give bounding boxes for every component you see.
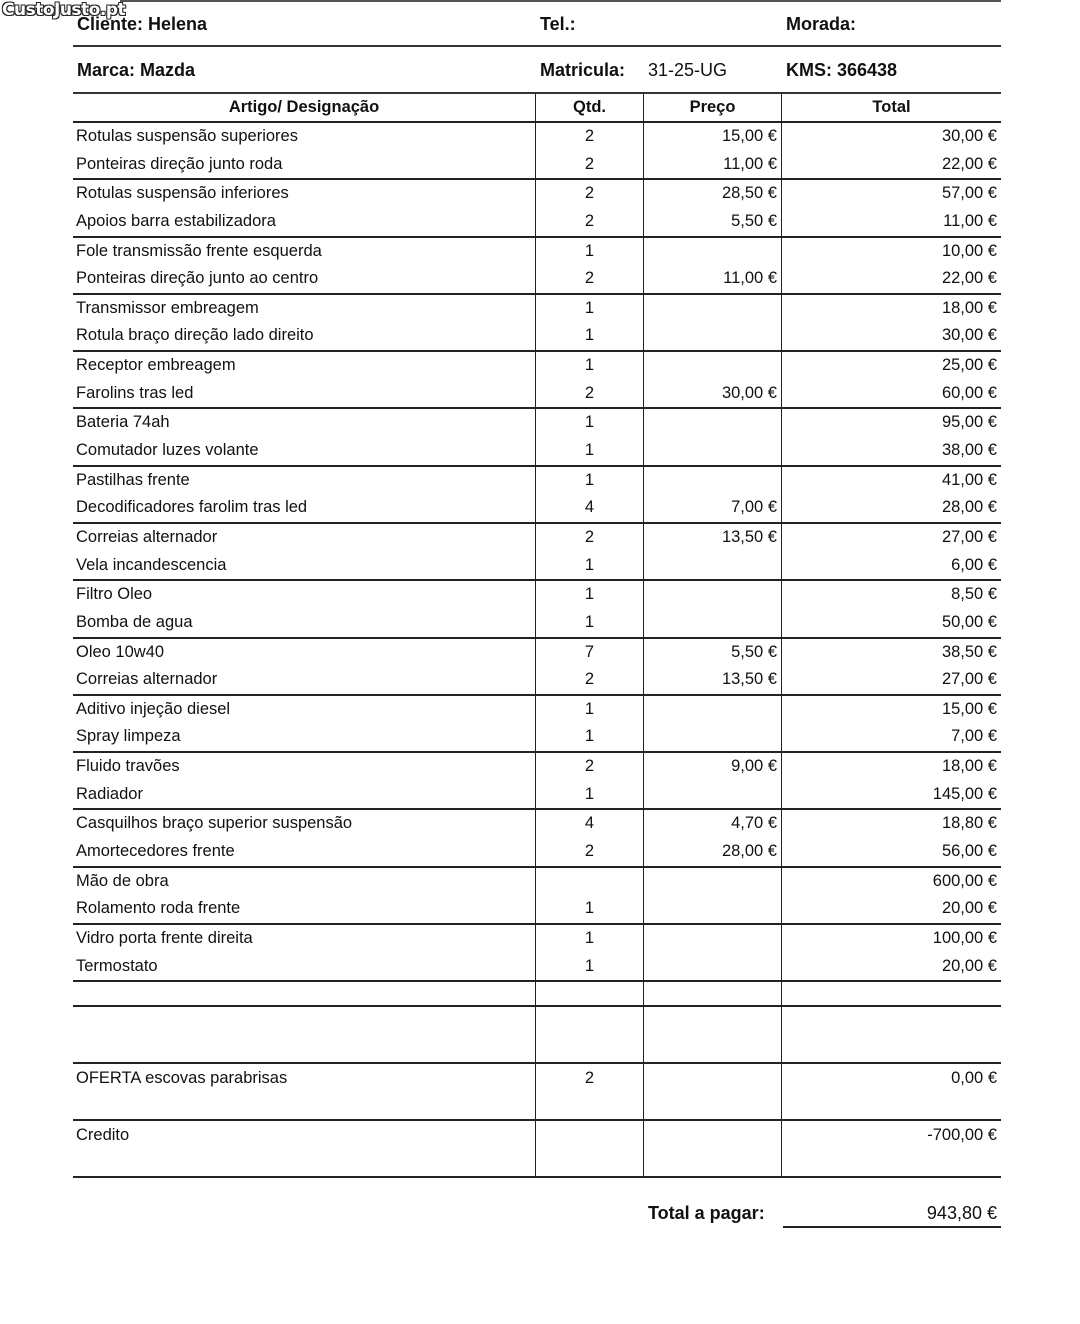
- item-total: 20,00 €: [781, 953, 1001, 981]
- table-row: [73, 352, 1001, 380]
- item-price: [643, 781, 781, 809]
- item-qty: 1: [535, 895, 643, 923]
- item-total: 11,00 €: [781, 208, 1001, 236]
- item-total: 27,00 €: [781, 524, 1001, 552]
- table-row: [73, 208, 1001, 238]
- item-name: Ponteiras direção junto ao centro: [76, 269, 319, 288]
- item-price: [643, 295, 781, 323]
- item-name: Comutador luzes volante: [76, 441, 259, 460]
- table-row: [73, 295, 1001, 323]
- table-row: [73, 639, 1001, 667]
- item-name: Farolins tras led: [76, 383, 194, 402]
- total-label: Total a pagar:: [648, 1203, 765, 1223]
- table-row: [73, 552, 1001, 582]
- kms-label: KMS: 366438: [786, 60, 898, 80]
- table-header: [73, 94, 1001, 123]
- item-name: Oleo 10w40: [76, 642, 165, 661]
- item-qty: 1: [535, 953, 643, 981]
- extras-table: [73, 950, 1001, 1178]
- item-total: 10,00 €: [781, 238, 1001, 266]
- item-price: [643, 723, 781, 751]
- table-row: [73, 180, 1001, 208]
- table-row: [73, 467, 1001, 495]
- item-total: 100,00 €: [781, 925, 1001, 953]
- extra-qty: 2: [535, 1064, 643, 1119]
- col-header-qty: Qtd.: [535, 94, 643, 121]
- item-name: Bateria 74ah: [76, 413, 170, 432]
- item-total: 41,00 €: [781, 467, 1001, 495]
- item-name: Vidro porta frente direita: [76, 928, 253, 947]
- item-name: Correias alternador: [76, 670, 218, 689]
- item-name: Apoios barra estabilizadora: [76, 211, 276, 230]
- item-name: Amortecedores frente: [76, 842, 235, 861]
- table-row: [73, 753, 1001, 781]
- item-name: Spray limpeza: [76, 727, 181, 746]
- item-name: Rotulas suspensão inferiores: [76, 184, 289, 203]
- item-qty: 1: [535, 609, 643, 637]
- item-qty: 1: [535, 696, 643, 724]
- item-price: 5,50 €: [643, 208, 781, 236]
- item-total: 50,00 €: [781, 609, 1001, 637]
- extra-name: Credito: [76, 1126, 130, 1144]
- extra-total: [781, 1007, 1001, 1062]
- item-price: 30,00 €: [643, 380, 781, 408]
- item-price: 13,50 €: [643, 666, 781, 694]
- item-total: 600,00 €: [781, 868, 1001, 896]
- item-total: 38,00 €: [781, 437, 1001, 465]
- extra-total: 0,00 €: [781, 1064, 1001, 1119]
- item-total: 95,00 €: [781, 409, 1001, 437]
- extra-qty: [535, 950, 643, 1005]
- item-price: 7,00 €: [643, 494, 781, 522]
- extra-row: [73, 1064, 1001, 1121]
- table-row: [73, 895, 1001, 925]
- extra-qty: [535, 1121, 643, 1176]
- item-price: 28,00 €: [643, 838, 781, 866]
- extra-total: -700,00 €: [781, 1121, 1001, 1176]
- item-qty: 1: [535, 581, 643, 609]
- item-price: 9,00 €: [643, 753, 781, 781]
- item-name: Receptor embreagem: [76, 356, 236, 375]
- watermark-logo: CustoJusto.pt: [2, 0, 126, 20]
- item-total: 18,80 €: [781, 810, 1001, 838]
- total-value: 943,80 €: [783, 1203, 1001, 1228]
- item-qty: 2: [535, 838, 643, 866]
- extra-row: [73, 1007, 1001, 1064]
- table-row: [73, 322, 1001, 352]
- table-row: [73, 238, 1001, 266]
- table-row: [73, 581, 1001, 609]
- table-row: [73, 925, 1001, 953]
- header-divider: [73, 45, 1001, 47]
- plate-label: Matricula:: [540, 60, 626, 80]
- item-total: 60,00 €: [781, 380, 1001, 408]
- top-divider: [120, 0, 1001, 2]
- extra-price: [643, 1007, 781, 1062]
- item-total: 6,00 €: [781, 552, 1001, 580]
- brand-label: Marca: Mazda: [77, 60, 196, 80]
- item-name: Rotula braço direção lado direito: [76, 326, 314, 345]
- item-price: [643, 322, 781, 350]
- item-name: Transmissor embreagem: [76, 298, 259, 317]
- item-price: 5,50 €: [643, 639, 781, 667]
- item-qty: 1: [535, 352, 643, 380]
- item-price: [643, 895, 781, 923]
- table-row: [73, 666, 1001, 696]
- table-row: [73, 609, 1001, 639]
- item-total: 22,00 €: [781, 151, 1001, 179]
- extra-row: [73, 1121, 1001, 1178]
- table-row: [73, 810, 1001, 838]
- item-name: Termostato: [76, 956, 158, 975]
- item-name: Filtro Oleo: [76, 585, 153, 604]
- item-price: 15,00 €: [643, 123, 781, 151]
- item-total: 30,00 €: [781, 123, 1001, 151]
- item-price: [643, 581, 781, 609]
- item-rows: [73, 123, 1001, 982]
- item-qty: 1: [535, 781, 643, 809]
- address-label: Morada:: [786, 14, 857, 34]
- item-price: [643, 409, 781, 437]
- item-name: Ponteiras direção junto roda: [76, 154, 283, 173]
- plate-value: 31-25-UG: [648, 60, 728, 80]
- item-price: 13,50 €: [643, 524, 781, 552]
- table-row: [73, 838, 1001, 868]
- item-total: 57,00 €: [781, 180, 1001, 208]
- item-qty: 4: [535, 494, 643, 522]
- table-row: [73, 868, 1001, 896]
- item-qty: 2: [535, 123, 643, 151]
- item-total: 27,00 €: [781, 666, 1001, 694]
- item-qty: 1: [535, 437, 643, 465]
- item-total: 30,00 €: [781, 322, 1001, 350]
- item-total: 7,00 €: [781, 723, 1001, 751]
- item-qty: 2: [535, 151, 643, 179]
- item-price: [643, 868, 781, 896]
- extra-price: [643, 1121, 781, 1176]
- item-total: 15,00 €: [781, 696, 1001, 724]
- table-row: [73, 437, 1001, 467]
- item-qty: 4: [535, 810, 643, 838]
- item-name: Mão de obra: [76, 871, 169, 890]
- phone-label: Tel.:: [540, 14, 576, 34]
- item-qty: 2: [535, 208, 643, 236]
- extra-price: [643, 1064, 781, 1119]
- item-name: Fole transmissão frente esquerda: [76, 241, 322, 260]
- extra-name: [73, 1007, 535, 1062]
- item-price: [643, 238, 781, 266]
- item-total: 28,00 €: [781, 494, 1001, 522]
- item-price: 11,00 €: [643, 265, 781, 293]
- item-qty: 1: [535, 925, 643, 953]
- item-price: [643, 552, 781, 580]
- item-total: 8,50 €: [781, 581, 1001, 609]
- table-row: [73, 524, 1001, 552]
- table-row: [73, 409, 1001, 437]
- item-qty: 2: [535, 380, 643, 408]
- item-name: Correias alternador: [76, 527, 218, 546]
- item-price: [643, 925, 781, 953]
- item-qty: 2: [535, 180, 643, 208]
- table-row: [73, 265, 1001, 295]
- item-price: 28,50 €: [643, 180, 781, 208]
- item-qty: [535, 868, 643, 896]
- item-total: 145,00 €: [781, 781, 1001, 809]
- item-qty: 2: [535, 666, 643, 694]
- item-price: [643, 696, 781, 724]
- item-price: [643, 467, 781, 495]
- item-name: Rotulas suspensão superiores: [76, 127, 298, 145]
- item-qty: 2: [535, 265, 643, 293]
- item-qty: 1: [535, 467, 643, 495]
- item-qty: 1: [535, 723, 643, 751]
- item-qty: 1: [535, 552, 643, 580]
- item-qty: 2: [535, 753, 643, 781]
- col-header-price: Preço: [643, 94, 781, 121]
- item-total: 18,00 €: [781, 753, 1001, 781]
- table-row: [73, 781, 1001, 811]
- item-total: 22,00 €: [781, 265, 1001, 293]
- items-table: [73, 94, 1001, 982]
- item-qty: 2: [535, 524, 643, 552]
- table-row: [73, 494, 1001, 524]
- col-header-item: Artigo/ Designação: [228, 98, 380, 116]
- item-total: 18,00 €: [781, 295, 1001, 323]
- table-row: [73, 723, 1001, 753]
- item-name: Pastilhas frente: [76, 470, 190, 489]
- item-name: Fluido travões: [76, 757, 180, 776]
- item-qty: 1: [535, 295, 643, 323]
- item-name: Radiador: [76, 784, 143, 803]
- item-qty: 1: [535, 238, 643, 266]
- item-name: Bomba de agua: [76, 612, 193, 631]
- item-qty: 7: [535, 639, 643, 667]
- extra-price: [643, 950, 781, 1005]
- item-price: [643, 352, 781, 380]
- extra-qty: [535, 1007, 643, 1062]
- table-row: [73, 696, 1001, 724]
- item-name: Rolamento roda frente: [76, 899, 241, 918]
- extra-name: OFERTA escovas parabrisas: [76, 1069, 288, 1087]
- extra-name: [73, 950, 535, 1005]
- item-qty: 1: [535, 322, 643, 350]
- item-name: Decodificadores farolim tras led: [76, 498, 308, 517]
- table-row: [73, 123, 1001, 151]
- item-price: 4,70 €: [643, 810, 781, 838]
- table-row: [73, 151, 1001, 181]
- col-header-total: Total: [781, 94, 1001, 121]
- item-qty: 1: [535, 409, 643, 437]
- item-total: 38,50 €: [781, 639, 1001, 667]
- item-total: 20,00 €: [781, 895, 1001, 923]
- item-price: [643, 609, 781, 637]
- table-row: [73, 380, 1001, 410]
- item-name: Casquilhos braço superior suspensão: [76, 814, 353, 833]
- item-name: Vela incandescencia: [76, 555, 227, 574]
- extra-total: [781, 950, 1001, 1005]
- client-label: Cliente: Helena: [77, 14, 208, 34]
- extra-row: [73, 950, 1001, 1007]
- item-total: 56,00 €: [781, 838, 1001, 866]
- item-total: 25,00 €: [781, 352, 1001, 380]
- item-price: 11,00 €: [643, 151, 781, 179]
- item-price: [643, 437, 781, 465]
- item-name: Aditivo injeção diesel: [76, 699, 231, 718]
